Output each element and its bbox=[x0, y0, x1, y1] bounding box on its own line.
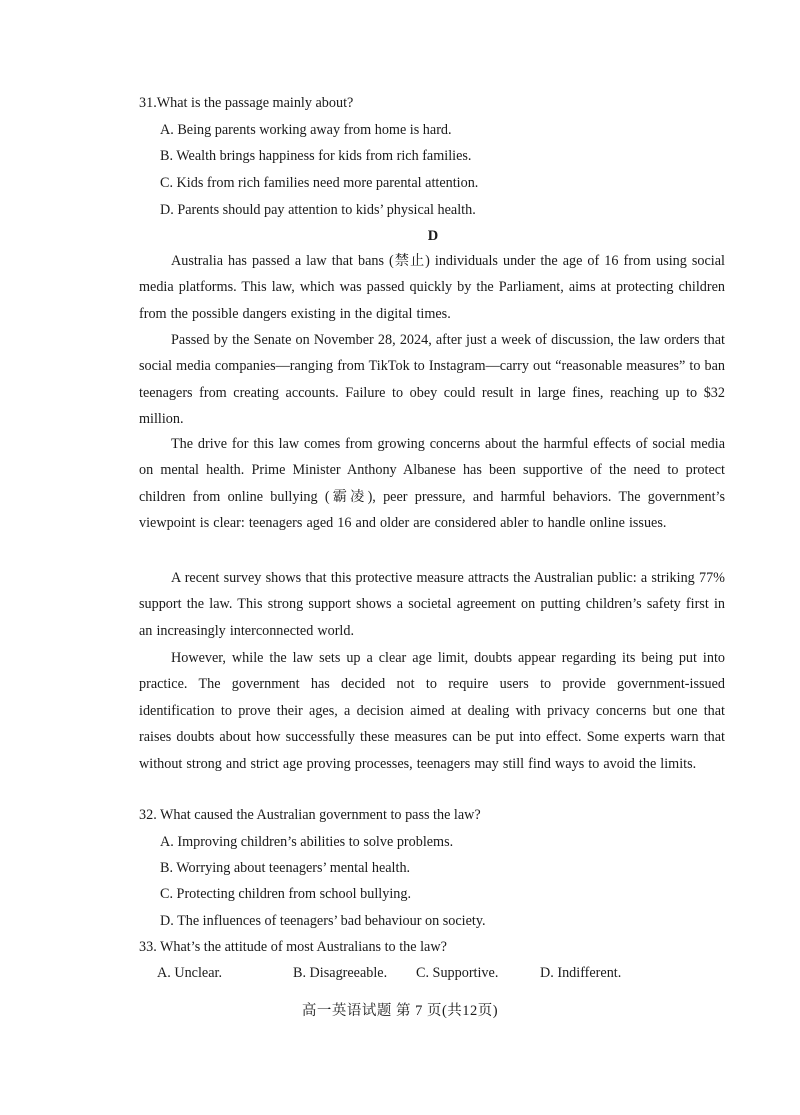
question-33-stem: 33. What’s the attitude of most Australians to the law? bbox=[139, 939, 447, 955]
question-31-option-a: A. Being parents working away from home is hard. bbox=[160, 122, 452, 138]
question-32-stem: 32. What caused the Australian government to pass the law? bbox=[139, 807, 481, 823]
question-33-option-b: B. Disagreeable. bbox=[293, 965, 388, 981]
page-footer: 高一英语试题 第 7 页(共12页) bbox=[301, 1003, 499, 1019]
question-31-stem: 31.What is the passage mainly about? bbox=[139, 95, 354, 111]
question-33-option-d: D. Indifferent. bbox=[540, 965, 622, 981]
question-31-option-d: D. Parents should pay attention to kids’ physical health. bbox=[160, 202, 476, 218]
passage-paragraph: The drive for this law comes from growing concerns about the harmful effects of social media on mental health. Prime Minister Anthony Albanese has been supportive of the need to protect children from online bullying (霸凌), peer pressure, and harmful behaviors. The government’s viewpoint is clear: teenagers aged 16 and older are considered abler to handle online issues. bbox=[139, 436, 725, 532]
passage-paragraph: However, while the law sets up a clear age limit, doubts appear regarding its being put into practice. The government has decided not to require users to provide government-issued identification to prove their ages, a decision aimed at dealing with privacy concerns but one that raises doubts about how successfully these measures can be put into effect. Some experts warn that without strong and strict age proving processes, teenagers may still find ways to avoid the limits. bbox=[139, 650, 725, 772]
question-32-option-a: A. Improving children’s abilities to solve problems. bbox=[160, 834, 454, 850]
question-31-option-b: B. Wealth brings happiness for kids from rich families. bbox=[160, 148, 472, 164]
passage-paragraph: Passed by the Senate on November 28, 2024, after just a week of discussion, the law orders that social media companies—ranging from TikTok to Instagram—carry out “reasonable measures” to ban teenagers from creating accounts. Failure to obey could result in large fines, reaching up to $32 million. bbox=[139, 332, 725, 428]
question-32-option-c: C. Protecting children from school bullying. bbox=[160, 886, 412, 902]
question-32-option-b: B. Worrying about teenagers’ mental health. bbox=[160, 860, 411, 876]
question-31-option-c: C. Kids from rich families need more parental attention. bbox=[160, 175, 479, 191]
passage-paragraph: A recent survey shows that this protective measure attracts the Australian public: a striking 77% support the law. This strong support shows a societal agreement on putting children’s safety first in an increasingly interconnected world. bbox=[139, 570, 725, 639]
section-heading: D bbox=[427, 228, 439, 244]
passage-paragraph: Australia has passed a law that bans (禁止) individuals under the age of 16 from using social media platforms. This law, which was passed quickly by the Parliament, aims at protecting children from the possible dangers existing in the digital times. bbox=[139, 253, 725, 322]
question-33-option-a: A. Unclear. bbox=[157, 965, 222, 981]
question-33-option-c: C. Supportive. bbox=[416, 965, 499, 981]
question-32-option-d: D. The influences of teenagers’ bad behaviour on society. bbox=[160, 913, 486, 929]
